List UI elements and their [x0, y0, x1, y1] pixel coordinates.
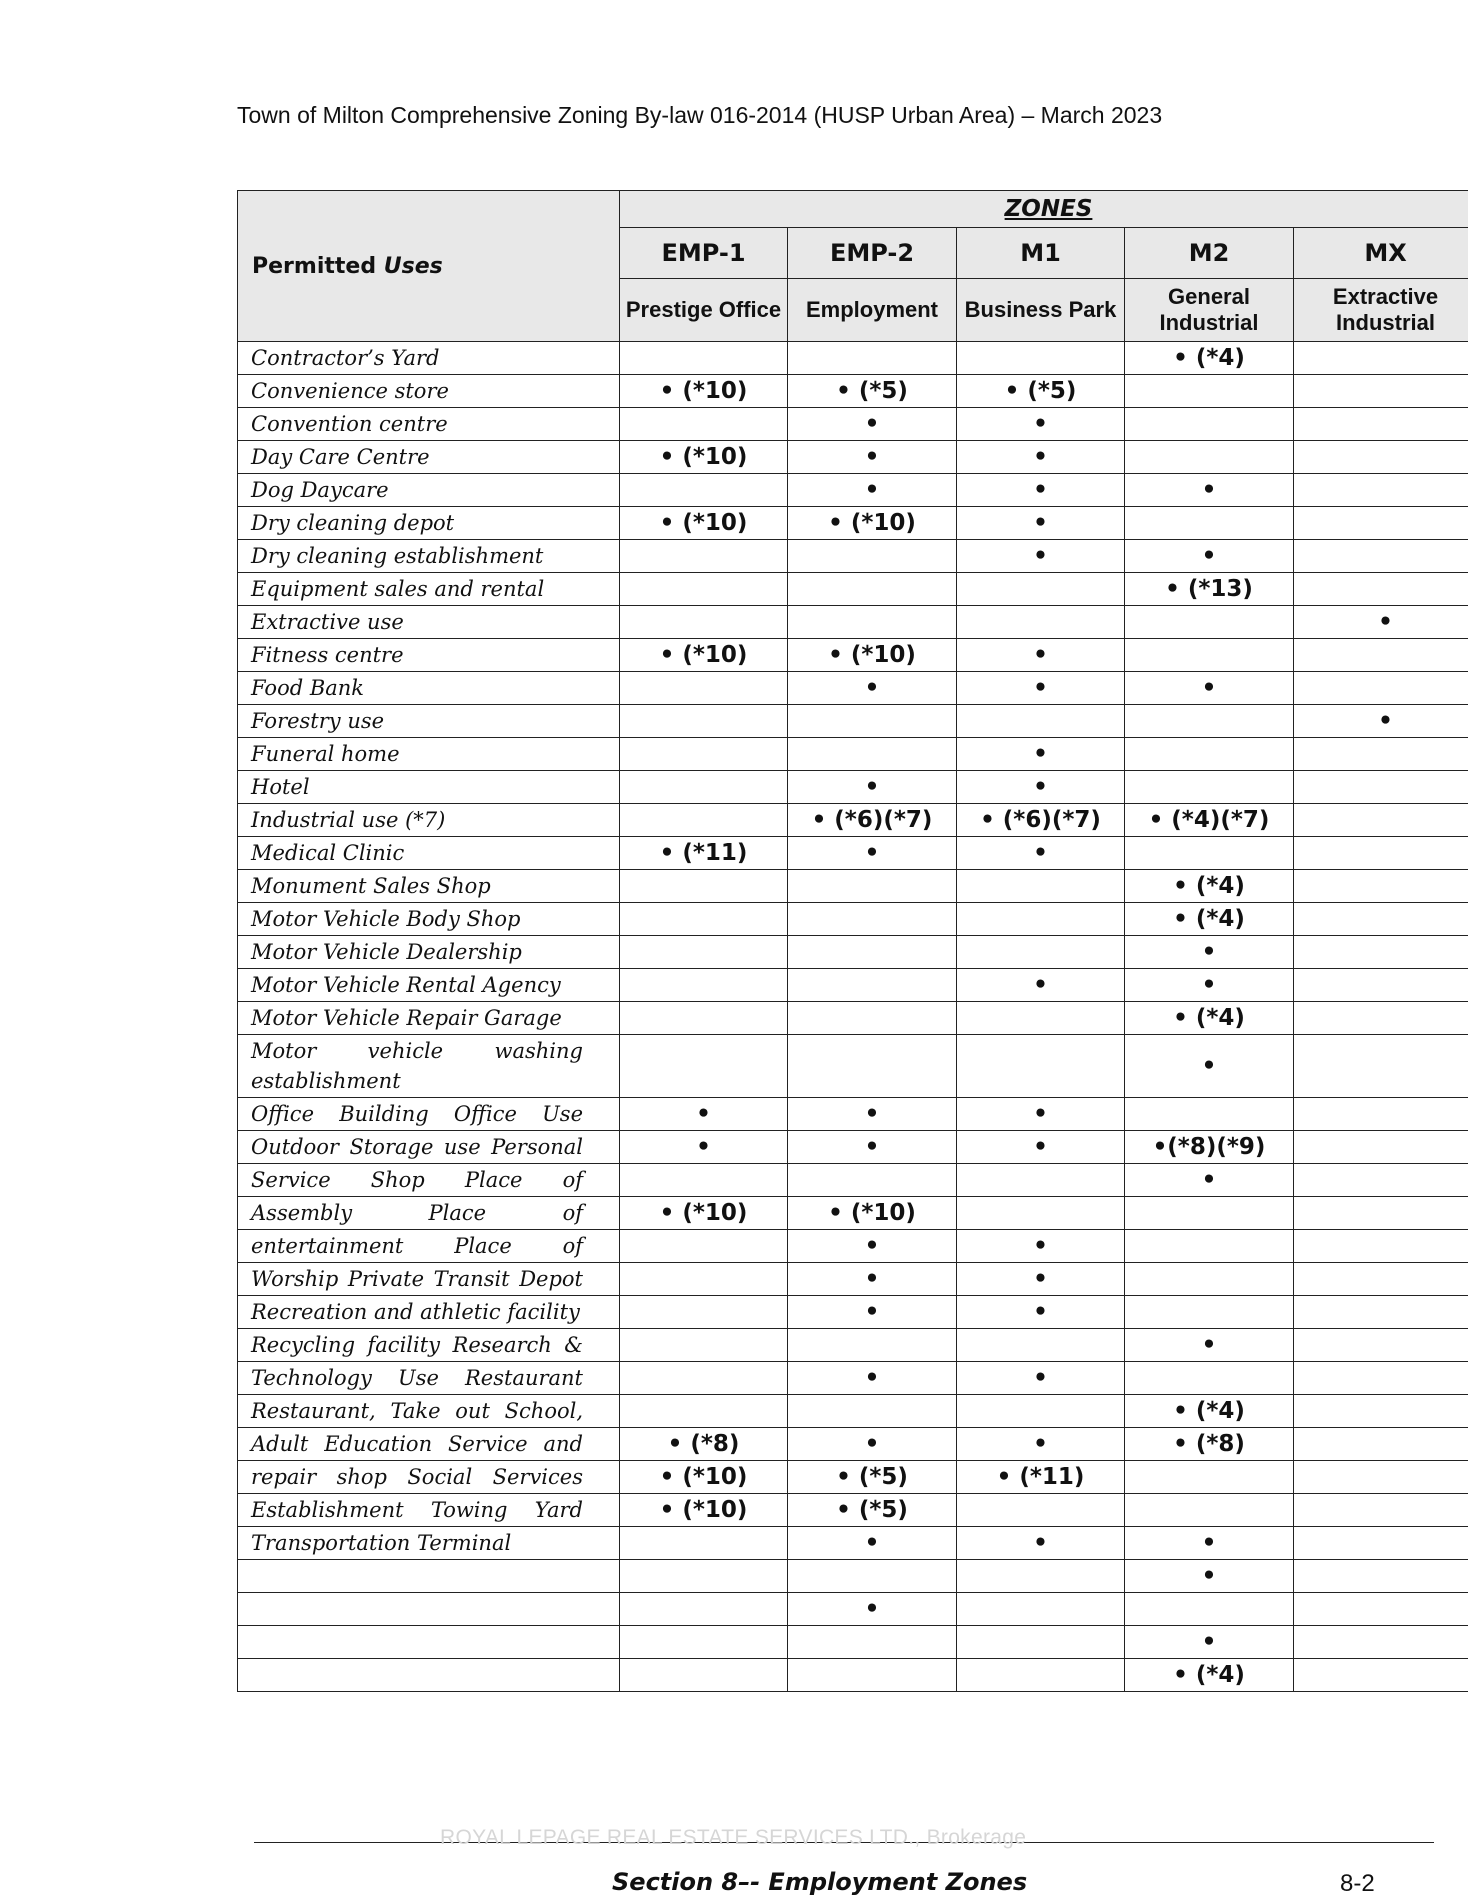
zone-permission-cell: [620, 1593, 788, 1626]
zone-permission-cell: [957, 1035, 1125, 1098]
zone-permission-cell: [620, 1362, 788, 1395]
zone-permission-cell: [620, 870, 788, 903]
zone-permission-cell: •: [957, 441, 1125, 474]
zone-permission-cell: •: [1125, 540, 1294, 573]
zone-permission-cell: [1294, 1002, 1468, 1035]
zone-permission-cell: •: [957, 639, 1125, 672]
zone-permission-cell: • (*4): [1125, 870, 1294, 903]
zone-permission-cell: [1125, 771, 1294, 804]
table-row: [238, 1329, 1468, 1362]
table-row: [238, 672, 1468, 705]
zones-header: ZONES: [620, 191, 1468, 228]
zone-permission-cell: [788, 1626, 957, 1659]
zone-permission-cell: [957, 1593, 1125, 1626]
zone-permission-cell: [1294, 1230, 1468, 1263]
zone-permission-cell: • (*10): [620, 375, 788, 408]
zone-permission-cell: [788, 342, 957, 375]
permitted-use-label: Adult Education Service and: [238, 1428, 620, 1461]
permitted-use-label: Extractive use: [238, 606, 620, 639]
zone-permission-cell: [1125, 375, 1294, 408]
permitted-use-label: repair shop Social Services: [238, 1461, 620, 1494]
zone-permission-cell: [788, 1395, 957, 1428]
zone-permission-cell: [620, 1230, 788, 1263]
zone-permission-cell: [1294, 1035, 1468, 1098]
table-row: [238, 1002, 1468, 1035]
zone-permission-cell: •: [957, 507, 1125, 540]
zone-permission-cell: [1125, 1494, 1294, 1527]
zone-permission-cell: [1294, 936, 1468, 969]
table-row: [238, 738, 1468, 771]
zone-permission-cell: [1125, 408, 1294, 441]
table-row: [238, 1164, 1468, 1197]
zone-permission-cell: [957, 342, 1125, 375]
zone-permission-cell: [1125, 606, 1294, 639]
zone-permission-cell: [957, 903, 1125, 936]
zone-permission-cell: •: [788, 1263, 957, 1296]
table-row: [238, 1098, 1468, 1131]
zone-permission-cell: •: [957, 1263, 1125, 1296]
zone-permission-cell: [957, 936, 1125, 969]
permitted-use-label: Motor Vehicle Body Shop: [238, 903, 620, 936]
zone-permission-cell: • (*10): [620, 507, 788, 540]
zone-permission-cell: •: [788, 1428, 957, 1461]
zone-permission-cell: •: [1125, 1626, 1294, 1659]
zone-permission-cell: [1294, 1362, 1468, 1395]
zone-permission-cell: • (*10): [788, 507, 957, 540]
zone-permission-cell: [788, 1035, 957, 1098]
zone-permission-cell: [957, 1197, 1125, 1230]
zone-permission-cell: •: [957, 1098, 1125, 1131]
zone-permission-cell: [957, 1329, 1125, 1362]
zone-permission-cell: •: [788, 441, 957, 474]
zone-permission-cell: [788, 573, 957, 606]
table-row: [238, 1395, 1468, 1428]
zone-permission-cell: •: [957, 474, 1125, 507]
section-title: Section 8–- Employment Zones: [612, 1868, 1028, 1896]
zone-permission-cell: [620, 342, 788, 375]
zone-permission-cell: [1294, 1494, 1468, 1527]
zone-permission-cell: •: [788, 771, 957, 804]
table-row: [238, 507, 1468, 540]
permitted-use-label: Motor Vehicle Dealership: [238, 936, 620, 969]
zone-desc-emp2: Employment: [788, 279, 957, 342]
permitted-use-label: Establishment Towing Yard: [238, 1494, 620, 1527]
zone-permission-cell: •: [957, 1428, 1125, 1461]
zone-permission-cell: •: [1125, 1527, 1294, 1560]
zone-permission-cell: [957, 1002, 1125, 1035]
table-row: [238, 1263, 1468, 1296]
table-row: [238, 1527, 1468, 1560]
permitted-use-label: Restaurant, Take out School,: [238, 1395, 620, 1428]
zone-permission-cell: [1125, 738, 1294, 771]
permitted-use-label: Forestry use: [238, 705, 620, 738]
table-row: [238, 1428, 1468, 1461]
permitted-use-label: Technology Use Restaurant: [238, 1362, 620, 1395]
zone-permission-cell: [957, 606, 1125, 639]
zone-permission-cell: [1294, 1560, 1468, 1593]
zone-permission-cell: [1294, 903, 1468, 936]
zone-permission-cell: [620, 573, 788, 606]
permitted-use-label: Fitness centre: [238, 639, 620, 672]
zone-permission-cell: [1294, 1527, 1468, 1560]
permitted-use-label: Motor Vehicle Rental Agency: [238, 969, 620, 1002]
zone-permission-cell: •: [788, 837, 957, 870]
permitted-use-label: Funeral home: [238, 738, 620, 771]
zone-permission-cell: [620, 705, 788, 738]
permitted-use-label: [238, 1659, 620, 1692]
zone-permission-cell: [1294, 1461, 1468, 1494]
permitted-use-label: Worship Private Transit Depot: [238, 1263, 620, 1296]
zone-permission-cell: [1125, 1461, 1294, 1494]
watermark: ROYAL LEPAGE REAL ESTATE SERVICES LTD., Brokerage: [440, 1826, 1027, 1849]
table-row: [238, 573, 1468, 606]
permitted-uses-table: [237, 190, 1468, 1692]
zone-permission-cell: [620, 738, 788, 771]
zone-permission-cell: [620, 1560, 788, 1593]
table-row: [238, 903, 1468, 936]
zone-permission-cell: [957, 870, 1125, 903]
zone-permission-cell: • (*4): [1125, 1002, 1294, 1035]
zone-permission-cell: •(*8)(*9): [1125, 1131, 1294, 1164]
zone-permission-cell: [788, 1659, 957, 1692]
zone-permission-cell: [620, 804, 788, 837]
zone-permission-cell: [1294, 672, 1468, 705]
zone-permission-cell: [620, 1296, 788, 1329]
zone-permission-cell: • (*10): [620, 1494, 788, 1527]
permitted-use-label: Convention centre: [238, 408, 620, 441]
permitted-use-label: Day Care Centre: [238, 441, 620, 474]
table-row: [238, 1461, 1468, 1494]
zone-permission-cell: [620, 672, 788, 705]
zone-permission-cell: [788, 969, 957, 1002]
zone-permission-cell: •: [957, 672, 1125, 705]
zone-permission-cell: [1294, 1197, 1468, 1230]
zone-permission-cell: [620, 969, 788, 1002]
zone-permission-cell: [1294, 870, 1468, 903]
zone-permission-cell: •: [957, 738, 1125, 771]
zone-permission-cell: •: [1125, 1560, 1294, 1593]
zone-code-emp1: EMP-1: [620, 228, 788, 279]
zone-permission-cell: •: [1125, 969, 1294, 1002]
uses-label: Uses: [383, 253, 443, 279]
table-row: [238, 408, 1468, 441]
table-row: [238, 540, 1468, 573]
table-row: [238, 837, 1468, 870]
zone-permission-cell: •: [788, 672, 957, 705]
zone-permission-cell: [620, 408, 788, 441]
zone-permission-cell: [1294, 540, 1468, 573]
zone-permission-cell: •: [957, 1230, 1125, 1263]
zone-permission-cell: •: [620, 1098, 788, 1131]
table-row: [238, 1626, 1468, 1659]
table-row: [238, 1296, 1468, 1329]
zone-permission-cell: •: [788, 1098, 957, 1131]
zone-permission-cell: •: [957, 969, 1125, 1002]
table-row: [238, 474, 1468, 507]
zone-permission-cell: [1294, 474, 1468, 507]
zone-permission-cell: [1294, 1131, 1468, 1164]
zone-permission-cell: • (*4)(*7): [1125, 804, 1294, 837]
permitted-use-label: Hotel: [238, 771, 620, 804]
permitted-use-label: Office Building Office Use: [238, 1098, 620, 1131]
zone-permission-cell: [788, 1002, 957, 1035]
permitted-use-label: Dry cleaning depot: [238, 507, 620, 540]
zone-desc-m1: Business Park: [957, 279, 1125, 342]
permitted-use-label: Motor Vehicle Repair Garage: [238, 1002, 620, 1035]
zone-permission-cell: • (*13): [1125, 573, 1294, 606]
zone-permission-cell: • (*10): [620, 639, 788, 672]
zone-permission-cell: [1294, 771, 1468, 804]
zone-permission-cell: [1125, 1197, 1294, 1230]
table-row: [238, 1131, 1468, 1164]
zone-permission-cell: [620, 1164, 788, 1197]
permitted-use-label: Outdoor Storage use Personal: [238, 1131, 620, 1164]
zone-permission-cell: [788, 705, 957, 738]
zone-permission-cell: [1125, 639, 1294, 672]
zone-permission-cell: [788, 1560, 957, 1593]
zone-permission-cell: [1125, 507, 1294, 540]
table-row: [238, 375, 1468, 408]
table-row: [238, 705, 1468, 738]
zone-permission-cell: [620, 1626, 788, 1659]
zone-desc-emp1: Prestige Office: [620, 279, 788, 342]
zone-permission-cell: •: [957, 1131, 1125, 1164]
zone-permission-cell: [1294, 639, 1468, 672]
zone-permission-cell: • (*5): [788, 1494, 957, 1527]
zone-permission-cell: [788, 738, 957, 771]
table-row: [238, 606, 1468, 639]
zone-permission-cell: • (*10): [620, 1197, 788, 1230]
permitted-use-label: Equipment sales and rental: [238, 573, 620, 606]
permitted-use-label: Medical Clinic: [238, 837, 620, 870]
zone-permission-cell: [620, 540, 788, 573]
zone-permission-cell: •: [788, 1593, 957, 1626]
permitted-use-label: Convenience store: [238, 375, 620, 408]
zone-permission-cell: [1294, 1395, 1468, 1428]
table-row: [238, 936, 1468, 969]
zone-permission-cell: [788, 870, 957, 903]
table-row: [238, 342, 1468, 375]
zone-permission-cell: [620, 1659, 788, 1692]
zone-permission-cell: •: [788, 1362, 957, 1395]
zone-permission-cell: [788, 1164, 957, 1197]
permitted-use-label: Dry cleaning establishment: [238, 540, 620, 573]
zone-permission-cell: [1294, 1296, 1468, 1329]
zone-permission-cell: [788, 540, 957, 573]
zone-permission-cell: [1125, 1263, 1294, 1296]
table-row: [238, 1593, 1468, 1626]
zone-desc-m2: General Industrial: [1125, 279, 1294, 342]
zone-permission-cell: • (*8): [620, 1428, 788, 1461]
zone-permission-cell: [957, 1164, 1125, 1197]
zone-permission-cell: •: [620, 1131, 788, 1164]
permitted-use-label: [238, 1593, 620, 1626]
table-row: [238, 639, 1468, 672]
table-row: [238, 441, 1468, 474]
zone-desc-mx: Extractive Industrial: [1294, 279, 1468, 342]
zone-permission-cell: [1125, 705, 1294, 738]
zone-permission-cell: • (*10): [620, 441, 788, 474]
zone-permission-cell: •: [1125, 474, 1294, 507]
zone-permission-cell: • (*10): [620, 1461, 788, 1494]
permitted-label: Permitted: [252, 253, 377, 279]
document-header: Town of Milton Comprehensive Zoning By-law 016-2014 (HUSP Urban Area) – March 2023: [237, 102, 1163, 128]
zone-permission-cell: [1125, 1296, 1294, 1329]
zone-permission-cell: •: [957, 771, 1125, 804]
zone-permission-cell: [788, 936, 957, 969]
zone-permission-cell: [620, 1002, 788, 1035]
table-row: [238, 1494, 1468, 1527]
zone-code-mx: MX: [1294, 228, 1468, 279]
zone-permission-cell: [1294, 1593, 1468, 1626]
zone-permission-cell: •: [1125, 672, 1294, 705]
permitted-use-label: Dog Daycare: [238, 474, 620, 507]
zone-permission-cell: •: [1125, 1035, 1294, 1098]
zone-permission-cell: •: [788, 1230, 957, 1263]
zone-permission-cell: [1294, 969, 1468, 1002]
zone-permission-cell: [620, 1329, 788, 1362]
permitted-use-label: Recreation and athletic facility: [238, 1296, 620, 1329]
zone-permission-cell: [957, 1494, 1125, 1527]
zone-permission-cell: [620, 936, 788, 969]
permitted-use-label: [238, 1560, 620, 1593]
zone-permission-cell: • (*4): [1125, 342, 1294, 375]
zone-permission-cell: •: [957, 540, 1125, 573]
zone-permission-cell: • (*5): [788, 1461, 957, 1494]
zone-permission-cell: • (*5): [788, 375, 957, 408]
zone-permission-cell: •: [1125, 936, 1294, 969]
permitted-use-label: Contractor’s Yard: [238, 342, 620, 375]
zone-permission-cell: • (*6)(*7): [957, 804, 1125, 837]
permitted-use-label: [238, 1626, 620, 1659]
zone-permission-cell: [1125, 1098, 1294, 1131]
zone-permission-cell: •: [1125, 1329, 1294, 1362]
zone-permission-cell: [957, 1395, 1125, 1428]
permitted-use-label: Food Bank: [238, 672, 620, 705]
zone-permission-cell: [1294, 342, 1468, 375]
zone-permission-cell: •: [957, 1527, 1125, 1560]
zone-permission-cell: • (*11): [620, 837, 788, 870]
zone-permission-cell: •: [1294, 606, 1468, 639]
zone-permission-cell: [620, 1395, 788, 1428]
zone-permission-cell: [620, 1263, 788, 1296]
zone-permission-cell: [957, 1560, 1125, 1593]
table-row: [238, 1659, 1468, 1692]
zone-permission-cell: •: [788, 1527, 957, 1560]
zone-permission-cell: [1294, 507, 1468, 540]
zone-permission-cell: [1294, 441, 1468, 474]
zone-permission-cell: [1294, 1626, 1468, 1659]
zone-code-m2: M2: [1125, 228, 1294, 279]
table-row: [238, 1197, 1468, 1230]
zone-permission-cell: [1125, 1593, 1294, 1626]
zone-permission-cell: • (*4): [1125, 1395, 1294, 1428]
zone-permission-cell: • (*4): [1125, 903, 1294, 936]
zone-permission-cell: [1294, 1263, 1468, 1296]
zone-permission-cell: [620, 606, 788, 639]
zone-permission-cell: [620, 1035, 788, 1098]
zone-permission-cell: [957, 705, 1125, 738]
zone-permission-cell: •: [957, 408, 1125, 441]
permitted-use-label: entertainment Place of: [238, 1230, 620, 1263]
zone-permission-cell: [788, 1329, 957, 1362]
zone-permission-cell: [1125, 837, 1294, 870]
zone-permission-cell: [1294, 1329, 1468, 1362]
zone-permission-cell: [1125, 441, 1294, 474]
zone-permission-cell: [620, 474, 788, 507]
zone-permission-cell: [1294, 804, 1468, 837]
permitted-use-label: Industrial use (*7): [238, 804, 620, 837]
zone-permission-cell: • (*4): [1125, 1659, 1294, 1692]
zone-permission-cell: •: [788, 474, 957, 507]
zone-permission-cell: •: [957, 837, 1125, 870]
permitted-use-label: Monument Sales Shop: [238, 870, 620, 903]
zone-permission-cell: [1294, 837, 1468, 870]
zone-permission-cell: [1294, 375, 1468, 408]
permitted-use-label: Recycling facility Research &: [238, 1329, 620, 1362]
zone-permission-cell: [620, 1527, 788, 1560]
zone-permission-cell: [620, 903, 788, 936]
table-row: [238, 771, 1468, 804]
zone-permission-cell: •: [957, 1362, 1125, 1395]
page-number: 8-2: [1340, 1870, 1375, 1897]
zone-permission-cell: [1294, 1659, 1468, 1692]
zone-code-m1: M1: [957, 228, 1125, 279]
zone-permission-cell: • (*10): [788, 639, 957, 672]
zone-permission-cell: •: [957, 1296, 1125, 1329]
zone-permission-cell: [1294, 738, 1468, 771]
permitted-use-label: Assembly Place of: [238, 1197, 620, 1230]
table-row: [238, 1362, 1468, 1395]
table-row: [238, 1560, 1468, 1593]
zone-permission-cell: [1294, 408, 1468, 441]
permitted-use-label: Transportation Terminal: [238, 1527, 620, 1560]
table-row: [238, 969, 1468, 1002]
zone-permission-cell: [788, 606, 957, 639]
permitted-uses-header: [238, 191, 620, 342]
zone-permission-cell: • (*5): [957, 375, 1125, 408]
zone-permission-cell: •: [788, 1131, 957, 1164]
zone-permission-cell: •: [1294, 705, 1468, 738]
zone-permission-cell: [788, 903, 957, 936]
zone-permission-cell: [620, 771, 788, 804]
zone-permission-cell: •: [788, 1296, 957, 1329]
zone-permission-cell: • (*10): [788, 1197, 957, 1230]
zone-permission-cell: [1125, 1362, 1294, 1395]
permitted-use-label: Service Shop Place of: [238, 1164, 620, 1197]
zone-permission-cell: [1125, 1230, 1294, 1263]
zone-permission-cell: [1294, 1164, 1468, 1197]
zone-code-emp2: EMP-2: [788, 228, 957, 279]
zone-permission-cell: [1294, 1098, 1468, 1131]
zone-permission-cell: [1294, 1428, 1468, 1461]
zone-permission-cell: [957, 1659, 1125, 1692]
zone-permission-cell: [1294, 573, 1468, 606]
zone-permission-cell: • (*11): [957, 1461, 1125, 1494]
zone-permission-cell: [957, 1626, 1125, 1659]
zone-permission-cell: • (*8): [1125, 1428, 1294, 1461]
zone-permission-cell: [957, 573, 1125, 606]
zone-permission-cell: •: [788, 408, 957, 441]
zone-permission-cell: •: [1125, 1164, 1294, 1197]
table-row: [238, 804, 1468, 837]
permitted-use-label: Motor vehicle washing establishment: [238, 1035, 620, 1098]
zone-permission-cell: • (*6)(*7): [788, 804, 957, 837]
table-row: [238, 1230, 1468, 1263]
table-row: [238, 1035, 1468, 1098]
table-row: [238, 870, 1468, 903]
